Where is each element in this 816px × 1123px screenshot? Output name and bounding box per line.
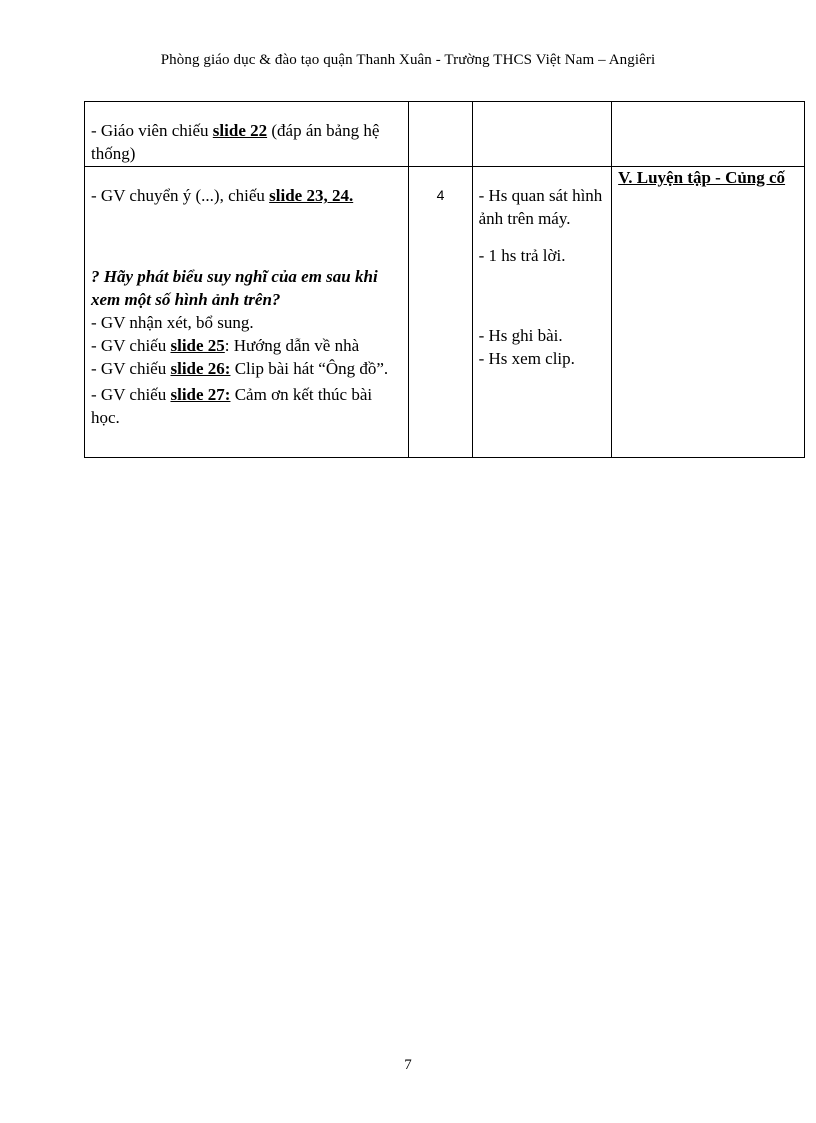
teacher-text: - GV chiếu [91,359,171,378]
table-row [85,102,805,167]
time-cell [409,102,472,167]
page-number: 7 [404,1057,412,1073]
content-cell [612,167,805,458]
student-activity-cell [472,102,612,167]
student-text: - 1 hs trả lời. [478,246,566,265]
teacher-text: - GV nhận xét, bổ sung. [91,313,254,332]
section-heading: V. Luyện tập - Củng cố [618,168,786,187]
teacher-text: Clip bài hát “Ông đồ”. [230,359,389,378]
slide-reference: slide 25 [170,336,225,355]
teacher-text: : Hướng dẫn về nhà [224,336,360,355]
content-cell [612,102,805,167]
student-activity-cell [472,167,612,458]
teacher-text: - GV chiếu [91,385,171,404]
slide-reference: slide 22 [212,121,268,140]
student-text: - Hs xem clip. [478,349,575,368]
time-cell [409,167,472,458]
teacher-text: Cảm ơn kết thúc bài học. [91,385,373,427]
teacher-text: - GV chiếu [91,336,171,355]
teacher-text: (đáp án bảng hệ thống) [91,121,380,163]
slide-reference: slide 23, 24. [269,186,354,205]
teacher-activity-cell [85,102,409,167]
table-row [85,167,805,458]
minutes-value: 4 [436,187,445,203]
teacher-activity-cell [85,167,409,458]
teacher-text: - Giáo viên chiếu [91,121,213,140]
slide-reference: slide 26: [170,359,231,378]
lesson-table [84,101,805,458]
teacher-text: - GV chuyển ý (...), chiếu [91,186,270,205]
slide-reference: slide 27: [170,385,231,404]
discussion-question: ? Hãy phát biểu suy nghĩ của em sau khi xem một số hình ảnh trên? [91,267,378,309]
page-header: Phòng giáo dục & đào tạo quận Thanh Xuân - Trường THCS Việt Nam – Angiêri [160,52,656,68]
student-text: - Hs quan sát hình ảnh trên máy. [478,186,603,228]
student-text: - Hs ghi bài. [478,326,563,345]
